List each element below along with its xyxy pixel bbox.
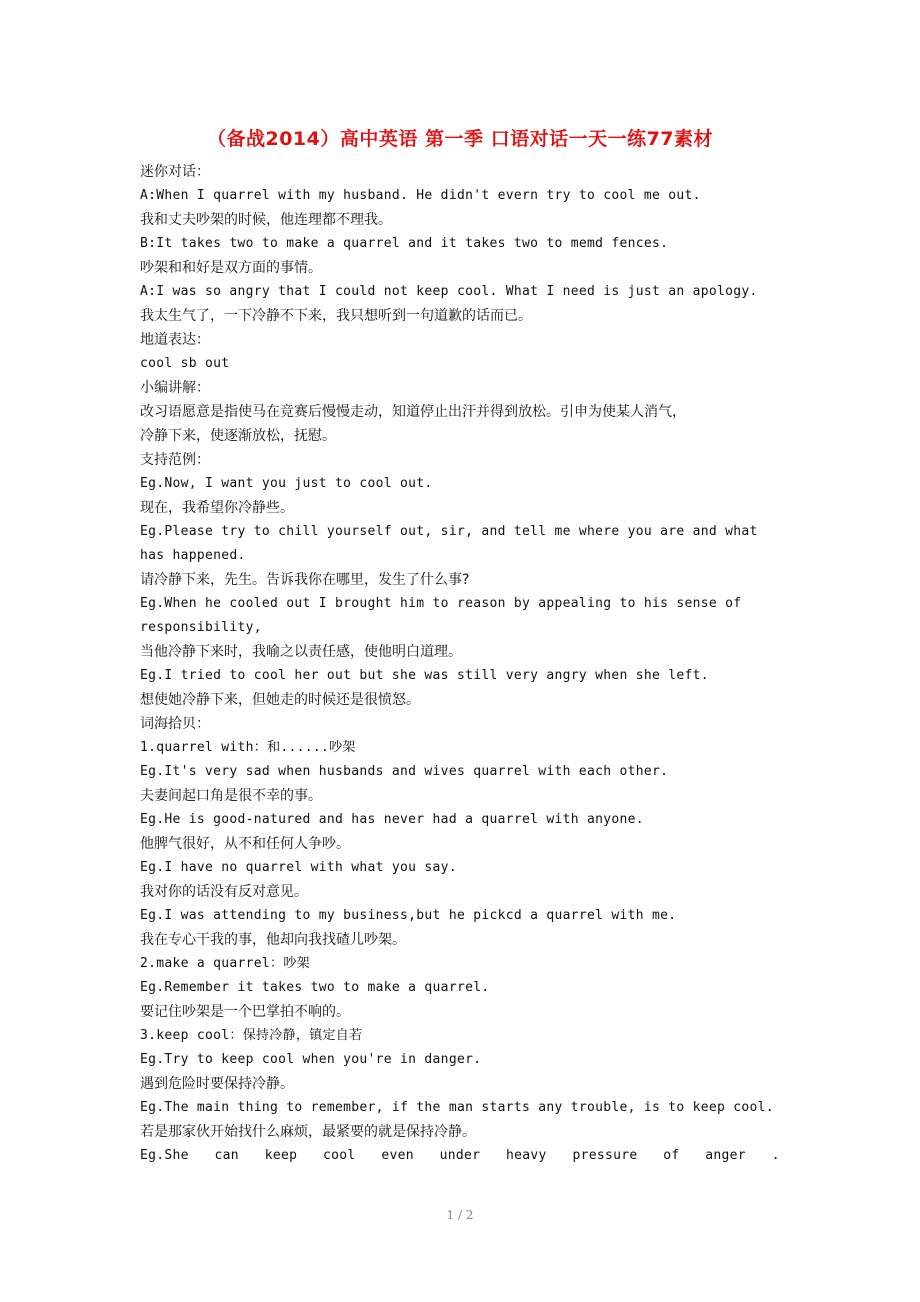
english-text-line: 3.keep cool：保持冷静，镇定自若 — [140, 1028, 363, 1043]
chinese-text-line: 我在专心干我的事，他却向我找碴儿吵架。 — [140, 932, 406, 948]
word: heavy — [506, 1148, 547, 1163]
word: even — [381, 1148, 414, 1163]
word: cool — [323, 1148, 356, 1163]
english-text-line: has happened. — [140, 548, 246, 563]
english-text-line: Eg.Now, I want you just to cool out. — [140, 476, 433, 491]
chinese-text-line: 要记住吵架是一个巴掌拍不响的。 — [140, 1004, 350, 1020]
word: can — [214, 1148, 239, 1163]
english-text-line: A:I was so angry that I could not keep cool. What I need is just an apology. — [140, 284, 758, 299]
chinese-text-line: 遇到危险时要保持冷静。 — [140, 1076, 294, 1092]
english-text-line: Eg.I have no quarrel with what you say. — [140, 860, 457, 875]
english-text-line: Eg.Try to keep cool when you're in danger. — [140, 1052, 482, 1067]
chinese-text-line: 地道表达： — [140, 332, 210, 348]
chinese-text-line: 若是那家伙开始找什么麻烦，最紧要的就是保持冷静。 — [140, 1124, 476, 1140]
chinese-text-line: 现在，我希望你冷静些。 — [140, 500, 294, 516]
english-text-line: 1.quarrel with：和......吵架 — [140, 740, 356, 755]
chinese-text-line: 迷你对话： — [140, 164, 210, 180]
word: keep — [264, 1148, 298, 1163]
chinese-text-line: 支持范例： — [140, 452, 210, 468]
word: anger — [705, 1148, 746, 1163]
word: pressure — [572, 1148, 638, 1163]
chinese-text-line: 请冷静下来，先生。告诉我你在哪里，发生了什么事? — [140, 572, 470, 588]
word: under — [439, 1148, 481, 1163]
english-text-line: Eg.Remember it takes two to make a quarrel. — [140, 980, 490, 995]
document-title: （备战2014）高中英语 第一季 口语对话一天一练77素材 — [206, 128, 714, 150]
word: of — [663, 1148, 680, 1163]
chinese-text-line: 我太生气了，一下冷静不下来，我只想听到一句道歉的话而已。 — [140, 308, 532, 324]
english-text-line: Eg.I tried to cool her out but she was still very angry when she left. — [140, 668, 709, 683]
chinese-text-line: 词海拾贝： — [140, 716, 210, 732]
english-text-line: Eg.He is good-natured and has never had a quarrel with anyone. — [140, 812, 644, 827]
english-text-line: 2.make a quarrel：吵架 — [140, 956, 310, 971]
english-text-line: B:It takes two to make a quarrel and it takes two to memd fences. — [140, 236, 669, 251]
english-text-line: Eg.I was attending to my business,but he pickcd a quarrel with me. — [140, 908, 677, 923]
chinese-text-line: 我对你的话没有反对意见。 — [140, 884, 308, 900]
chinese-text-line: 夫妻间起口角是很不幸的事。 — [140, 788, 322, 804]
english-text-line: responsibility, — [140, 620, 262, 635]
english-text-line: Eg.When he cooled out I brought him to reason by appealing to his sense of — [140, 596, 742, 611]
english-text-line: A:When I quarrel with my husband. He didn't evern try to cool me out. — [140, 188, 701, 203]
english-text-line-justified — [140, 1144, 780, 1168]
chinese-text-line: 冷静下来，使逐渐放松，抚慰。 — [140, 428, 336, 444]
english-text-line: Eg.It's very sad when husbands and wives quarrel with each other. — [140, 764, 669, 779]
english-text-line: Eg.Please try to chill yourself out, sir, and tell me where you are and what — [140, 524, 758, 539]
chinese-text-line: 改习语愿意是指使马在竞赛后慢慢走动，知道停止出汗并得到放松。引申为使某人消气， — [140, 404, 686, 420]
chinese-text-line: 我和丈夫吵架的时候，他连理都不理我。 — [140, 212, 392, 228]
chinese-text-line: 想使她冷静下来，但她走的时候还是很愤怒。 — [140, 692, 420, 708]
chinese-text-line: 他脾气很好，从不和任何人争吵。 — [140, 836, 350, 852]
chinese-text-line: 吵架和和好是双方面的事情。 — [140, 260, 322, 276]
english-text-line: Eg.The main thing to remember, if the man starts any trouble, is to keep cool. — [140, 1100, 774, 1115]
word: . — [771, 1148, 780, 1163]
chinese-text-line: 当他冷静下来时，我喻之以责任感，使他明白道理。 — [140, 644, 462, 660]
page-number: 1 / 2 — [446, 1208, 474, 1222]
word: Eg.She — [140, 1148, 189, 1163]
english-text-line: cool sb out — [140, 356, 230, 371]
chinese-text-line: 小编讲解： — [140, 380, 210, 396]
document-body — [140, 160, 780, 1168]
